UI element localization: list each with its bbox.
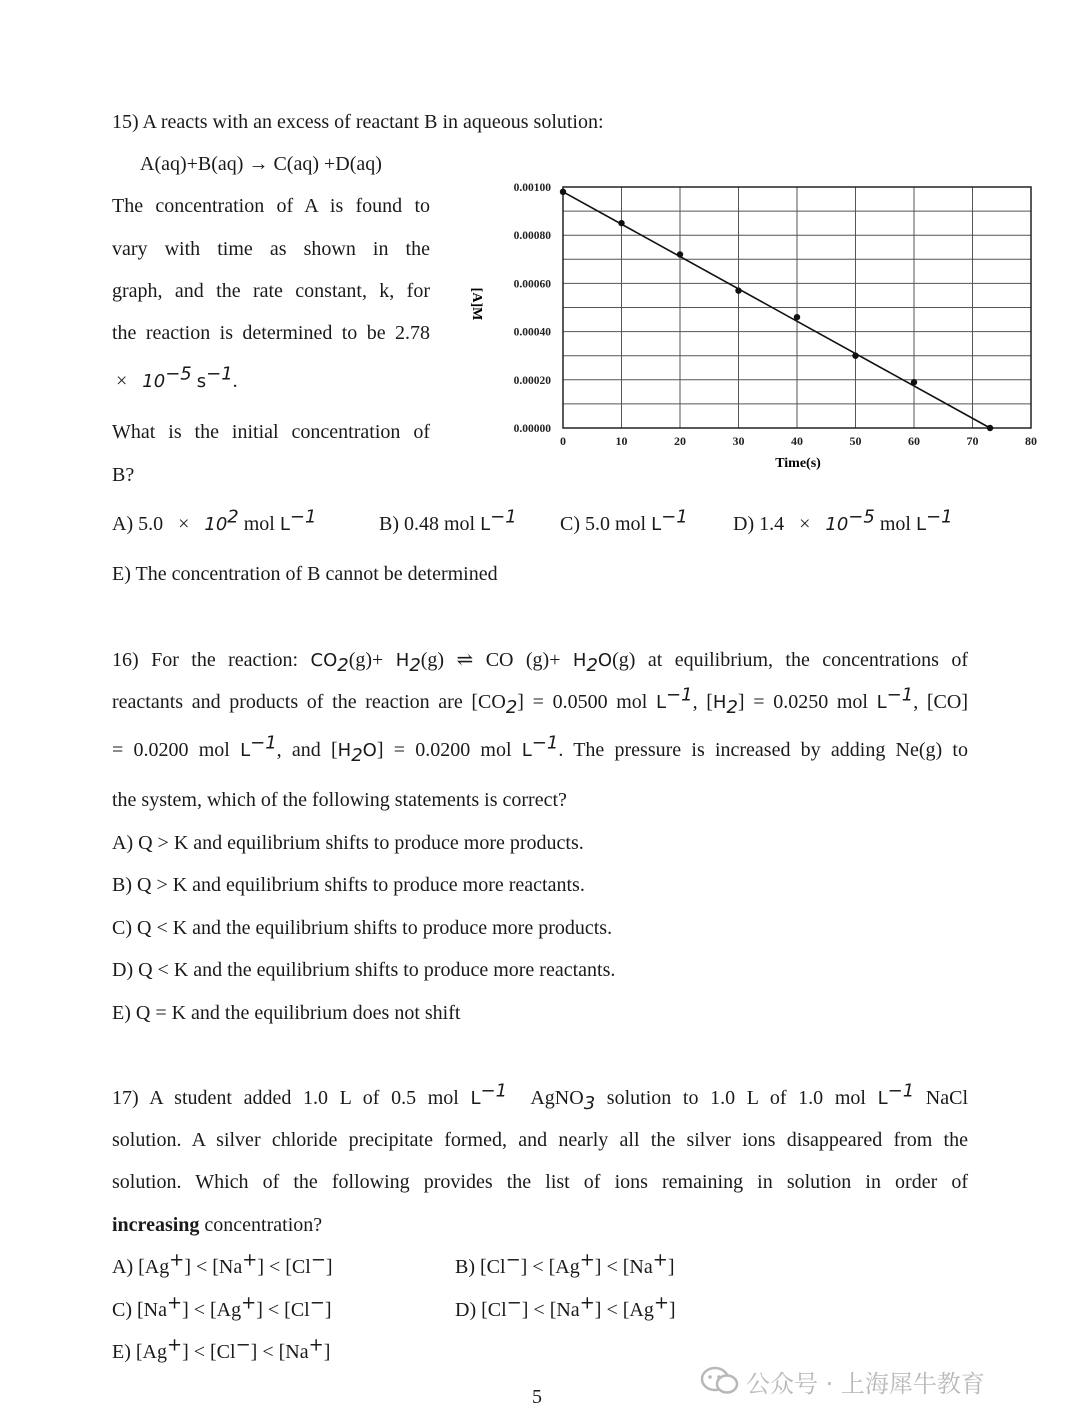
q16-option-a[interactable]: A) Q > K and equilibrium shifts to produce more products.: [112, 832, 584, 854]
q17-line-1: 17) A student added 1.0 L of 0.5 mol $L^{-1}$ AgNO$_3$ solution to 1.0 L of 1.0 mol $L^{-1}$ NaCl: [112, 1080, 969, 1114]
q15-option-d[interactable]: D) 1.4 × $10^{-5}$ mol $L^{-1}$: [733, 506, 953, 535]
x-tick-label: 20: [674, 434, 686, 448]
q15-equation: A(aq)+B(aq) → C(aq) +D(aq): [140, 153, 382, 175]
q17-option-a[interactable]: A) [Ag+] < [Na+] < [Cl−]: [112, 1249, 333, 1278]
page-number: 5: [532, 1386, 542, 1408]
q16-option-b[interactable]: B) Q > K and equilibrium shifts to produce more reactants.: [112, 874, 585, 896]
y-tick-label: 0.00040: [513, 326, 551, 339]
data-point: [677, 251, 683, 257]
q17-option-c[interactable]: C) [Na+] < [Ag+] < [Cl−]: [112, 1292, 332, 1321]
y-tick-label: 0.00080: [513, 230, 551, 243]
q15-body-line-1: The concentration of A is found to: [112, 195, 430, 217]
x-tick-label: 60: [908, 434, 920, 448]
q17-option-d[interactable]: D) [Cl−] < [Na+] < [Ag+]: [455, 1292, 676, 1321]
q17-option-e[interactable]: E) [Ag+] < [Cl−] < [Na+]: [112, 1334, 331, 1363]
q15-body-line-2: vary with time as shown in the: [112, 238, 430, 260]
concentration-time-chart: [460, 170, 1060, 480]
q16-line-3: = 0.0200 mol $L^{-1}$, and $[H_2O] = 0.0200$ mol $L^{-1}$. The pressure is increased by adding Ne(g) to: [112, 732, 968, 766]
q15-body-line-3: graph, and the rate constant, k, for: [112, 280, 430, 302]
data-point: [735, 287, 741, 293]
q15-body-line-4: the reaction is determined to be 2.78: [112, 322, 430, 344]
watermark-text: 公众号 · 上海犀牛教育: [746, 1370, 985, 1398]
fit-line: [563, 192, 990, 428]
y-tick-label: 0.00060: [513, 278, 551, 291]
x-tick-label: 10: [615, 434, 628, 448]
data-point: [911, 379, 917, 385]
q15-option-e[interactable]: E) The concentration of B cannot be determined: [112, 563, 498, 585]
x-tick-label: 0: [560, 434, 566, 448]
q15-option-c[interactable]: C) 5.0 mol $L^{-1}$: [560, 506, 688, 535]
q16-line-1: 16) For the reaction: $CO_2(g)+ H_2(g)$ ⇌ CO $(g)+ H_2O(g)$ at equilibrium, the concentrations of: [112, 649, 968, 676]
x-tick-label: 80: [1025, 434, 1037, 448]
q15-option-b[interactable]: B) 0.48 mol $L^{-1}$: [379, 506, 517, 535]
x-tick-label: 30: [732, 434, 745, 448]
q16-option-d[interactable]: D) Q < K and the equilibrium shifts to produce more reactants.: [112, 959, 616, 981]
chart-y-axis-label: [A]M: [469, 287, 484, 321]
chart-x-axis-label: Time(s): [775, 456, 821, 471]
q17-line-4: increasing concentration?: [112, 1214, 323, 1236]
q15-question-line-2: B?: [112, 464, 135, 486]
x-tick-label: 50: [849, 434, 862, 448]
x-tick-label: 40: [791, 434, 803, 448]
q15-stem: 15) A reacts with an excess of reactant B in aqueous solution:: [112, 111, 604, 133]
x-tick-label: 70: [966, 434, 979, 448]
y-tick-label: 0.00020: [513, 374, 551, 387]
y-tick-label: 0.00100: [513, 182, 551, 194]
data-point: [618, 220, 624, 226]
q15-question-line-1: What is the initial concentration of: [112, 421, 430, 443]
data-point: [794, 314, 800, 320]
q15-option-a[interactable]: A) 5.0 × $10^2$ mol $L^{-1}$: [112, 506, 317, 535]
y-tick-label: 0.00000: [513, 423, 551, 435]
q17-line-3: solution. Which of the following provides the list of ions remaining in solution in order of: [112, 1171, 968, 1193]
q15-rate-constant: × $10^{-5}$ $s^{-1}$.: [116, 363, 238, 392]
q17-option-b[interactable]: B) [Cl−] < [Ag+] < [Na+]: [455, 1249, 675, 1278]
data-point: [560, 189, 566, 195]
data-point: [987, 425, 993, 431]
data-point: [852, 353, 858, 359]
q16-option-c[interactable]: C) Q < K and the equilibrium shifts to produce more products.: [112, 917, 613, 939]
wechat-icon: [700, 1366, 740, 1396]
q16-line-2: reactants and products of the reaction are $[CO_2] = 0.0500$ mol $L^{-1}$, $[H_2] = 0.0250$ mol $L^{-1}$, [CO]: [112, 684, 968, 718]
q16-line-4: the system, which of the following statements is correct?: [112, 789, 567, 811]
q16-option-e[interactable]: E) Q = K and the equilibrium does not shift: [112, 1002, 461, 1024]
q17-line-2: solution. A silver chloride precipitate formed, and nearly all the silver ions disappeared from the: [112, 1129, 968, 1151]
